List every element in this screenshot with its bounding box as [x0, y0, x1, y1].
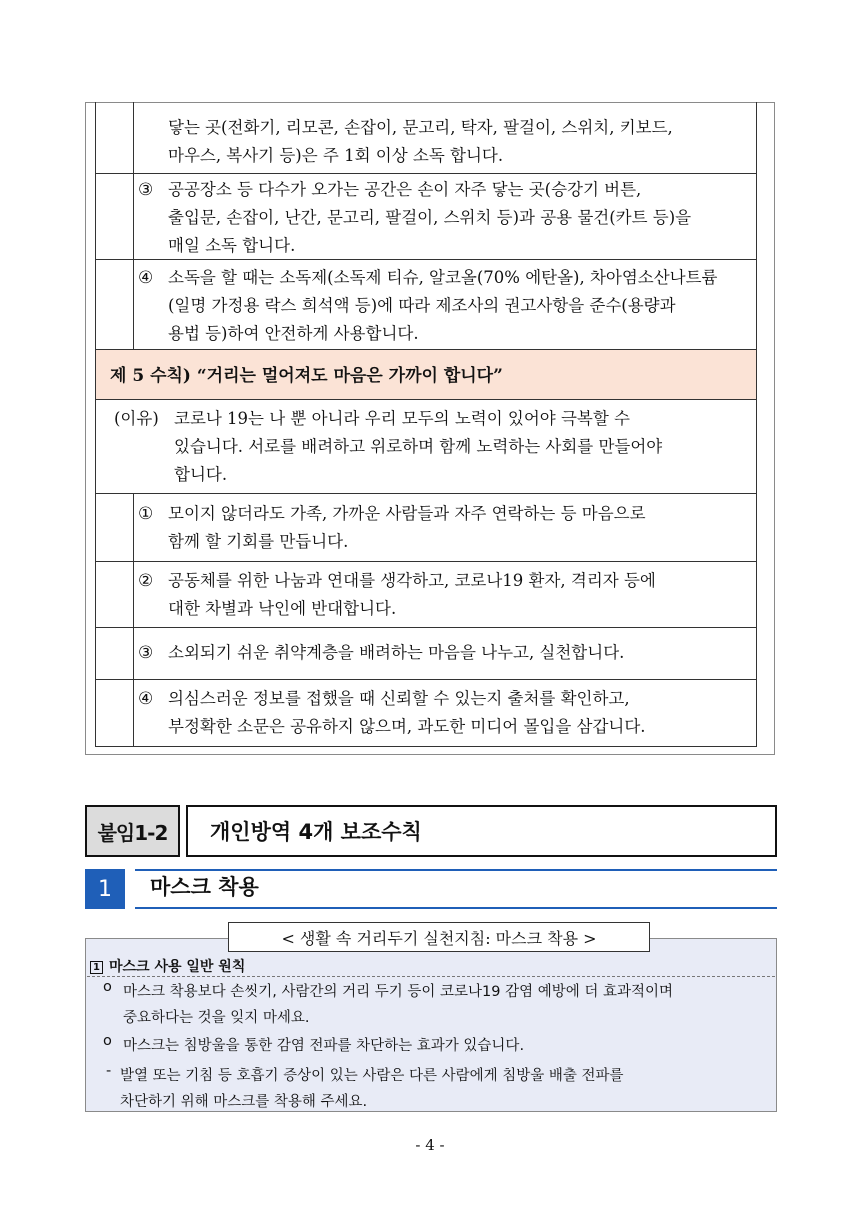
rule-row-text: [168, 176, 748, 260]
rule-row: [96, 173, 756, 259]
attachment-label: 붙임1-2: [85, 805, 180, 857]
section-title: 마스크 착용: [150, 875, 259, 899]
text-line: 의심스러운 정보를 접했을 때 신뢰할 수 있는지 출처를 확인하고,: [168, 689, 630, 708]
text-line: 있습니다. 서로를 배려하고 위로하며 함께 노력하는 사회를 만들어야: [174, 437, 663, 456]
text-line: (일명 가정용 락스 희석액 등)에 따라 제조사의 권고사항을 준수(용량과: [168, 296, 676, 315]
indent-column: [96, 102, 134, 173]
rule-row: [96, 102, 756, 173]
rules-table: [95, 102, 757, 747]
rule-item-text: [168, 685, 748, 741]
rule5-header-row: [96, 349, 756, 399]
item-number: ②: [138, 571, 154, 591]
rule-row-text: [168, 114, 748, 170]
text-line: 마스크 착용보다 손씻기, 사람간의 거리 두기 등이 코로나19 감염 예방에 더 효과적이며: [123, 984, 673, 1000]
bullet-mark: o: [103, 979, 112, 995]
indent-column: [96, 680, 134, 746]
text-line: 부정확한 소문은 공유하지 않으며, 과도한 미디어 몰입을 삼갑니다.: [168, 717, 646, 736]
bullet-text: [120, 1063, 624, 1115]
text-line: 코로나 19는 나 뿐 아니라 우리 모두의 노력이 있어야 극복할 수: [174, 409, 630, 428]
section-number: 1: [85, 869, 125, 909]
section-divider-bottom: [135, 907, 777, 909]
bullet-text: [123, 1033, 524, 1059]
item-number: ③: [138, 180, 154, 200]
reason-row: [96, 399, 756, 493]
item-number: ③: [138, 643, 154, 663]
text-line: 함께 할 기회를 만듭니다.: [168, 532, 349, 551]
text-line: 대한 차별과 낙인에 반대합니다.: [168, 599, 397, 618]
reason-label: (이유): [114, 409, 159, 428]
text-line: 마스크는 침방울을 통한 감염 전파를 차단하는 효과가 있습니다.: [123, 1038, 525, 1054]
indent-column: [96, 174, 134, 259]
dash-mark: -: [106, 1063, 112, 1079]
text-line: 모이지 않더라도 가족, 가까운 사람들과 자주 연락하는 등 마음으로: [168, 504, 646, 523]
attachment-title: 개인방역 4개 보조수칙: [186, 805, 777, 857]
rule-row-text: [168, 264, 748, 348]
mask-guideline-caption: < 생활 속 거리두기 실천지침: 마스크 착용 >: [228, 922, 650, 952]
text-line: 닿는 곳(전화기, 리모콘, 손잡이, 문고리, 탁자, 팔걸이, 스위치, 키보드,: [168, 118, 673, 137]
item-number: ①: [138, 504, 154, 524]
text-line: 공공장소 등 다수가 오가는 공간은 손이 자주 닿는 곳(승강기 버튼,: [168, 180, 642, 199]
bullet-text: [123, 979, 673, 1031]
page-number: - 4 -: [415, 1136, 445, 1154]
indent-column: [96, 260, 134, 349]
heading-divider: [87, 976, 775, 977]
item-number: ④: [138, 689, 154, 709]
checkbox-marker-icon: 1: [90, 961, 103, 974]
text-line: 소독을 할 때는 소독제(소독제 티슈, 알코올(70% 에탄올), 차아염소산나트륨: [168, 268, 718, 287]
heading-text: 마스크 사용 일반 원칙: [109, 959, 246, 975]
text-line: 용법 등)하여 안전하게 사용합니다.: [168, 324, 419, 343]
text-line: 공동체를 위한 나눔과 연대를 생각하고, 코로나19 환자, 격리자 등에: [168, 571, 656, 590]
text-line: 합니다.: [174, 465, 228, 484]
indent-column: [96, 494, 134, 561]
text-line: 중요하다는 것을 잊지 마세요.: [123, 1010, 310, 1026]
text-line: 소외되기 쉬운 취약계층을 배려하는 마음을 나누고, 실천합니다.: [168, 643, 625, 662]
rule-item-text: [168, 639, 748, 667]
reason-text: [174, 405, 748, 489]
rule-item: [96, 679, 756, 746]
rule-item-text: [168, 500, 748, 556]
mask-principles-heading: [90, 956, 245, 976]
rule-row: [96, 259, 756, 349]
text-line: 매일 소독 합니다.: [168, 236, 296, 255]
rule-item: [96, 493, 756, 561]
item-number: ④: [138, 268, 154, 288]
text-line: 마우스, 복사기 등)은 주 1회 이상 소독 합니다.: [168, 146, 504, 165]
text-line: 차단하기 위해 마스크를 착용해 주세요.: [120, 1094, 368, 1110]
rule-item-text: [168, 567, 748, 623]
rule-item: [96, 561, 756, 627]
bullet-mark: o: [103, 1033, 112, 1049]
text-line: 출입문, 손잡이, 난간, 문고리, 팔걸이, 스위치 등)과 공용 물건(카트 등)을: [168, 208, 692, 227]
indent-column: [96, 562, 134, 627]
rule5-header: 제 5 수칙) “거리는 멀어져도 마음은 가까이 합니다”: [110, 366, 503, 386]
indent-column: [96, 628, 134, 679]
rule-item: [96, 627, 756, 679]
text-line: 발열 또는 기침 등 호흡기 증상이 있는 사람은 다른 사람에게 침방울 배출 전파를: [120, 1068, 624, 1084]
